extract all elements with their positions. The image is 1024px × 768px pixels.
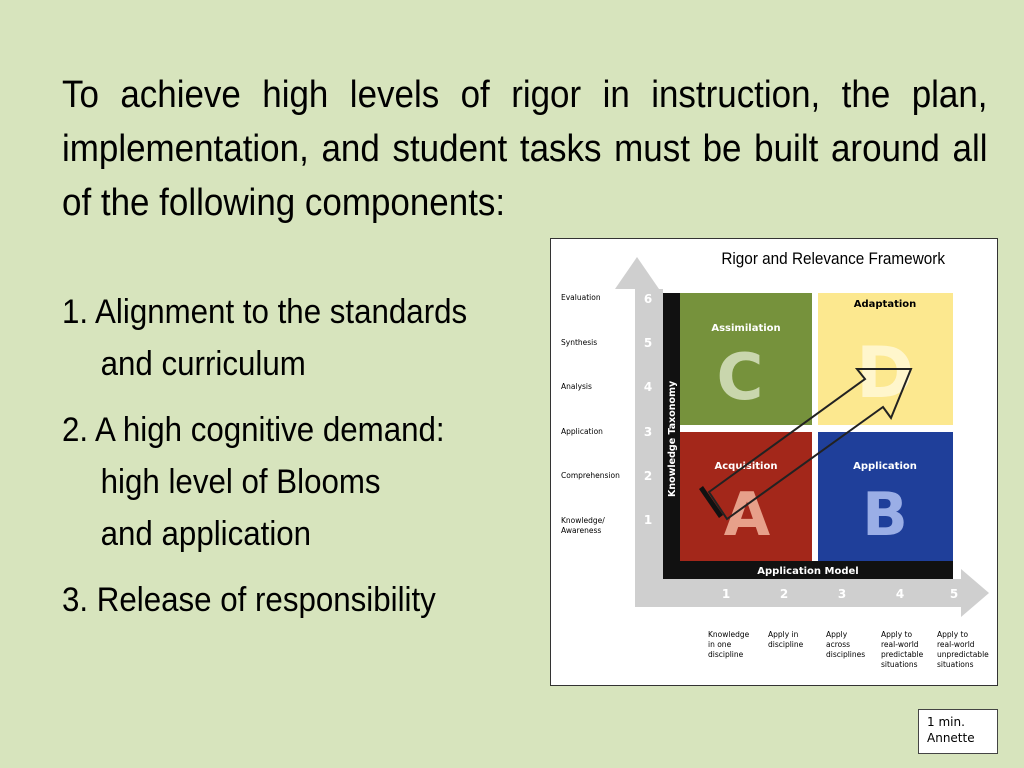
note-duration: 1 min. — [927, 715, 965, 729]
quadrant-a — [680, 432, 812, 561]
x-level-number: 2 — [779, 587, 789, 601]
y-level-label: Comprehension — [561, 471, 620, 480]
quadrant-letter: C — [716, 341, 764, 415]
y-level-label: Knowledge/ — [561, 516, 605, 525]
x-level-number: 4 — [895, 587, 905, 601]
quadrant-c — [680, 293, 812, 425]
y-level-number: 6 — [643, 292, 653, 306]
quadrant-label: Adaptation — [853, 299, 917, 310]
y-level-label: Awareness — [561, 526, 602, 535]
quadrant-letter: B — [862, 480, 908, 550]
list-item — [62, 286, 504, 390]
x-axis-band — [635, 579, 965, 607]
x-level-label: discipline — [768, 640, 804, 649]
x-level-label: Apply to — [937, 630, 969, 639]
quadrant-letter: A — [723, 480, 771, 550]
rigor-relevance-figure — [550, 238, 998, 686]
y-level-number: 5 — [643, 336, 653, 350]
x-level-number: 3 — [837, 587, 847, 601]
x-level-label: situations — [937, 660, 974, 669]
y-axis-label: Knowledge Taxonomy — [667, 380, 678, 497]
quadrant-label: Application — [853, 461, 917, 472]
list-item-line: and application — [100, 515, 312, 553]
x-level-label: unpredictable — [937, 650, 989, 659]
x-level-number: 5 — [949, 587, 959, 601]
y-level-label: Analysis — [561, 382, 592, 391]
x-level-number: 1 — [721, 587, 731, 601]
list-item-line: 2. A high cognitive demand: — [62, 411, 445, 449]
figure-title: Rigor and Relevance Framework — [721, 249, 945, 268]
framework-diagram — [551, 239, 999, 687]
x-level-label: discipline — [708, 650, 744, 659]
x-level-label: real-world — [937, 640, 975, 649]
y-level-label: Application — [561, 427, 603, 436]
list-item-line: 1. Alignment to the standards — [62, 293, 468, 331]
x-axis-label: Application Model — [757, 566, 859, 577]
x-level-label: in one — [708, 640, 732, 649]
quadrant-letter: D — [855, 332, 915, 414]
y-level-number: 2 — [643, 469, 653, 483]
note-presenter: Annette — [927, 731, 975, 745]
component-list — [62, 286, 504, 640]
quadrant-label: Acquisition — [714, 461, 778, 472]
quadrant-b — [818, 432, 953, 561]
intro-paragraph: To achieve high levels of rigor in instruction, the plan, implementation, and student tasks must be built around all of the following components: — [62, 74, 988, 224]
y-level-number: 4 — [643, 380, 653, 394]
x-level-label: predictable — [881, 650, 924, 659]
list-item-line: and curriculum — [100, 345, 306, 383]
x-level-label: Apply — [826, 630, 848, 639]
x-axis-arrowhead — [961, 569, 989, 617]
speaker-note-box — [918, 709, 998, 754]
y-level-label: Evaluation — [561, 293, 601, 302]
list-item-line: high level of Blooms — [100, 463, 381, 501]
list-item-line: 3. Release of responsibility — [62, 581, 436, 619]
x-level-label: across — [826, 640, 851, 649]
list-item — [62, 404, 504, 560]
x-level-label: Apply in — [768, 630, 799, 639]
x-level-label: Knowledge — [708, 630, 750, 639]
x-level-label: Apply to — [881, 630, 913, 639]
y-level-number: 3 — [643, 425, 653, 439]
y-level-number: 1 — [643, 513, 653, 527]
quadrant-d — [818, 293, 953, 425]
y-level-label: Synthesis — [561, 338, 598, 347]
x-level-label: real-world — [881, 640, 919, 649]
x-level-label: disciplines — [826, 650, 866, 659]
list-item — [62, 574, 504, 626]
quadrant-label: Assimilation — [711, 323, 781, 334]
x-level-label: situations — [881, 660, 918, 669]
